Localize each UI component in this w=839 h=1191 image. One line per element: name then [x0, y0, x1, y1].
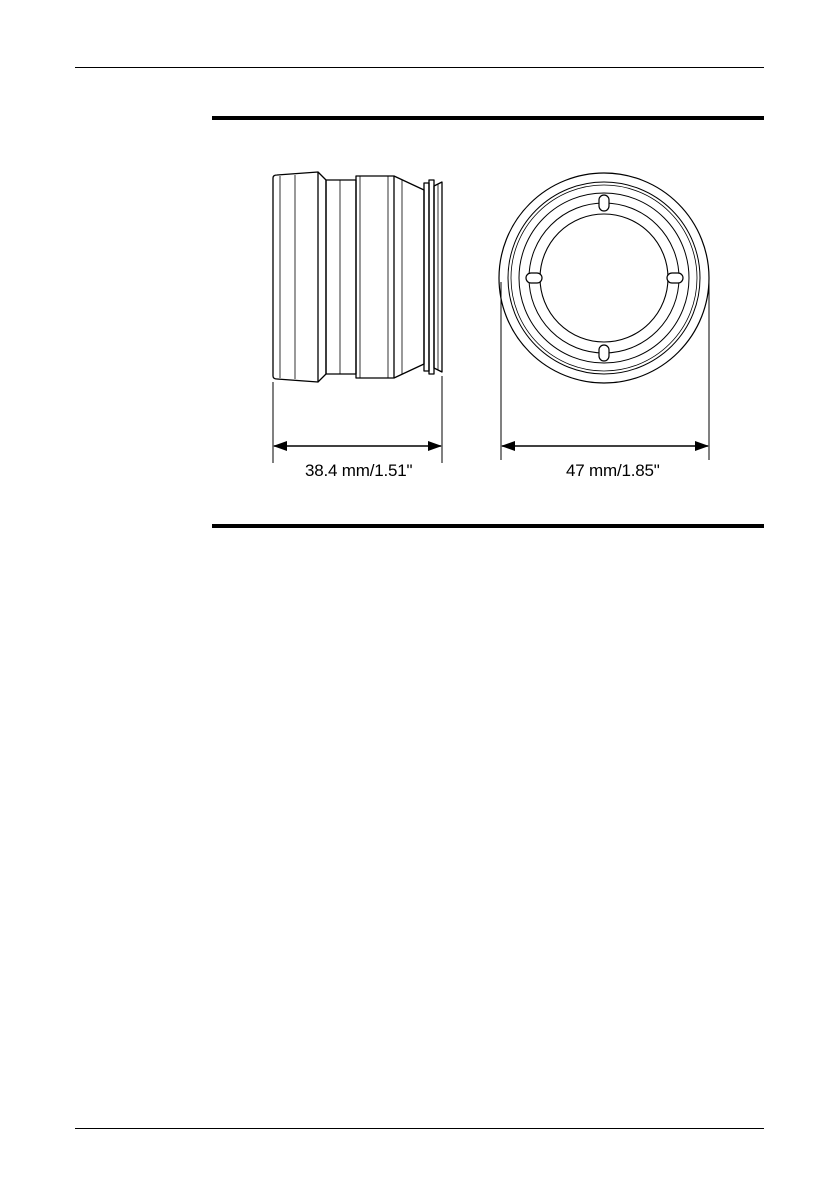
side-dimension — [273, 376, 442, 463]
side-dimension-label: 38.4 mm/1.51" — [305, 461, 413, 480]
front-dimension-label: 47 mm/1.85" — [566, 461, 660, 480]
lens-side-view — [273, 172, 442, 382]
lens-front-view — [499, 173, 709, 383]
